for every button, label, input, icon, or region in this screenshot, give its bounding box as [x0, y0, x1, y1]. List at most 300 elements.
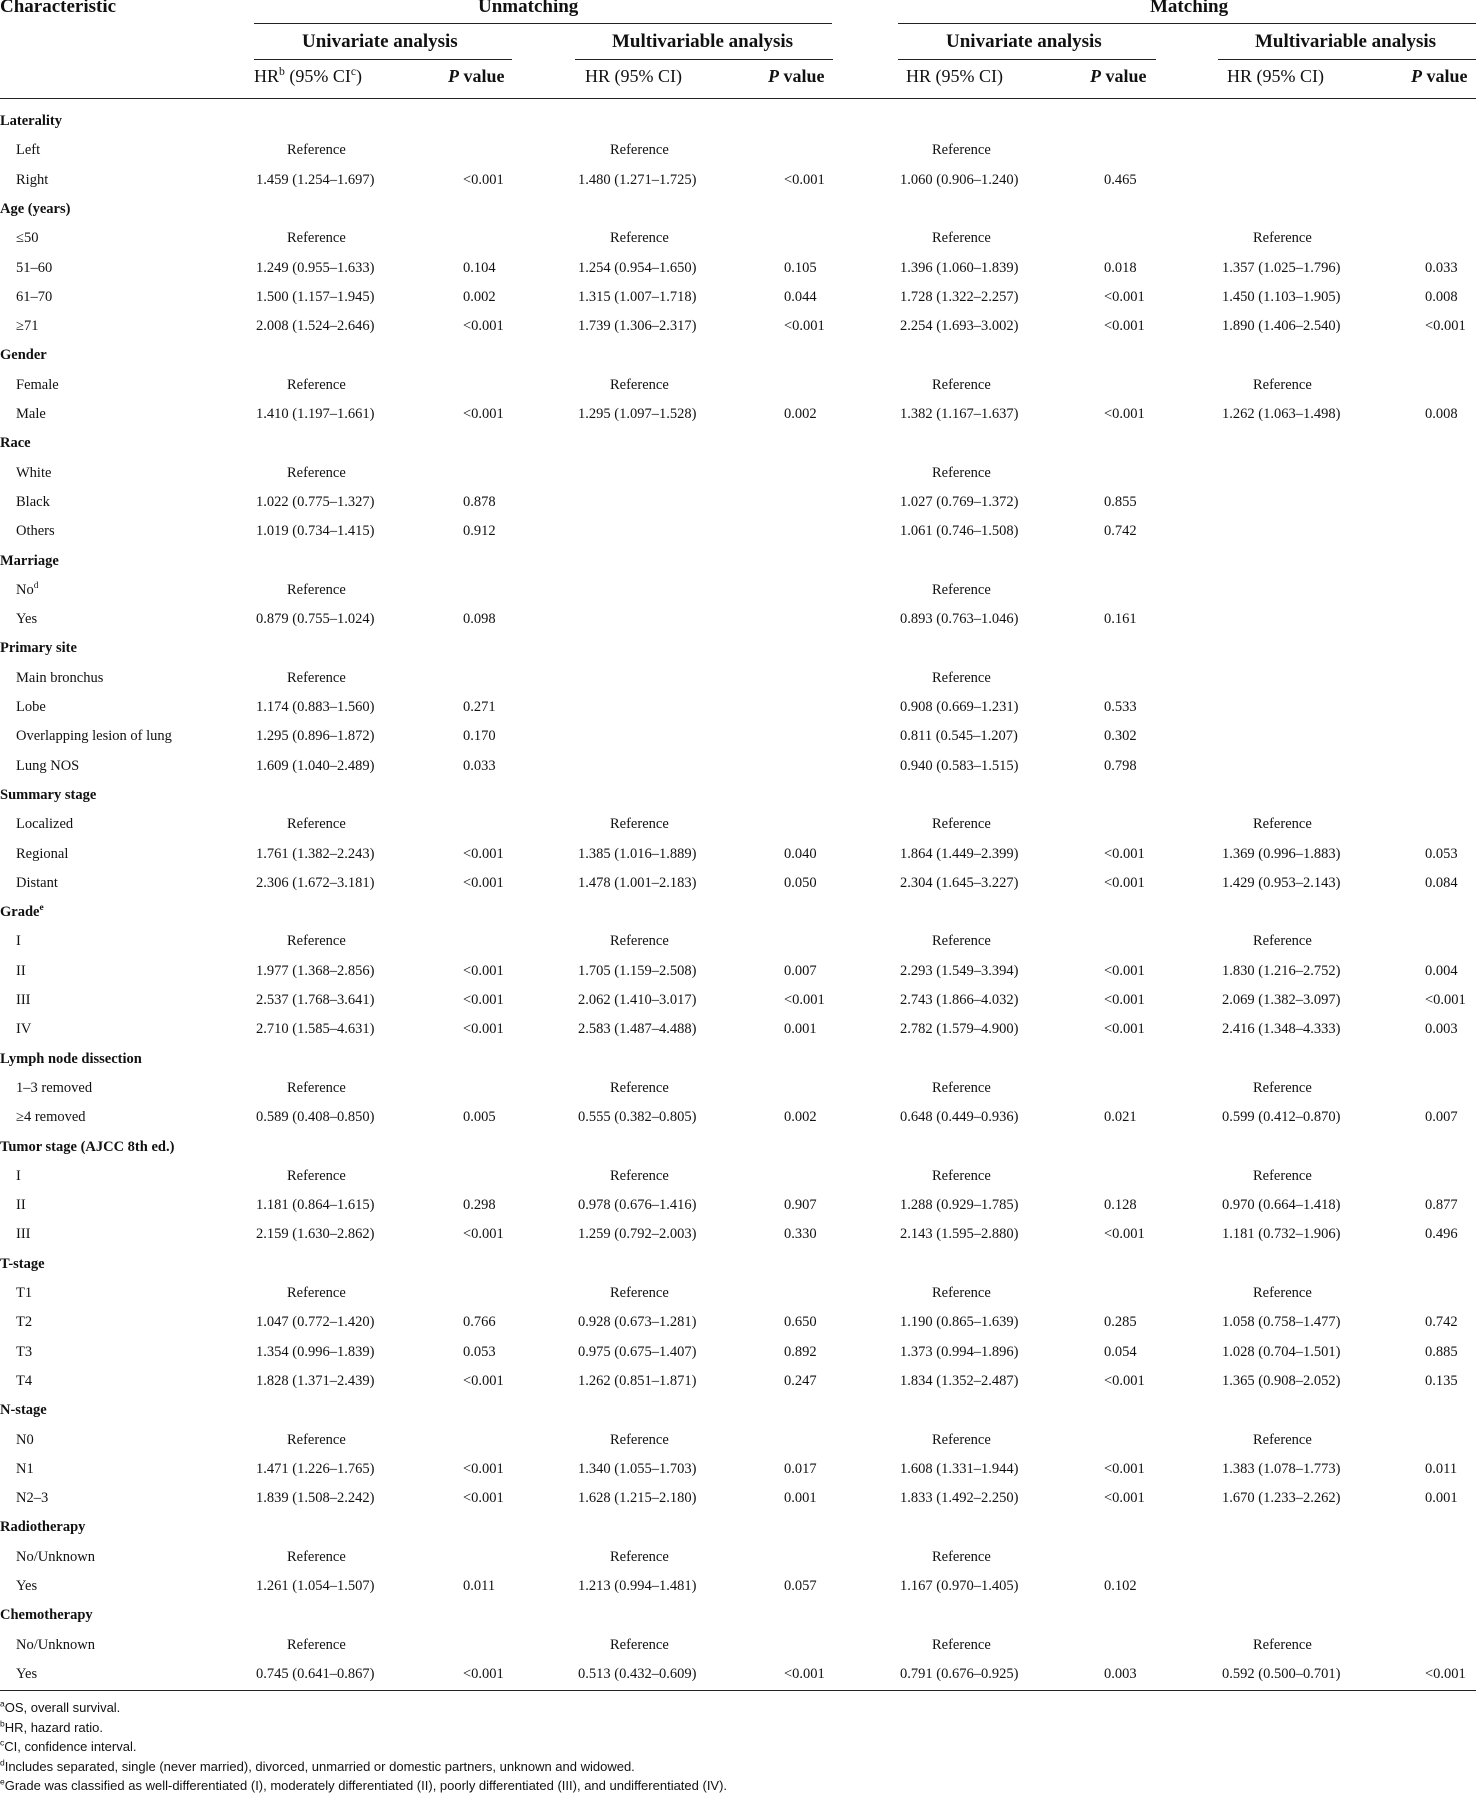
p-value-cell: 0.057 — [784, 1578, 817, 1594]
hr-ci-header-1: $HR^b$ (95% $CI^c$) — [254, 65, 363, 86]
p-value-cell: 0.135 — [1425, 1372, 1458, 1389]
group-row — [0, 1519, 1476, 1548]
hr-ci-cell: Reference — [932, 1079, 991, 1096]
group-row — [0, 553, 1476, 582]
hr-ci-cell: Reference — [932, 376, 991, 393]
group-row — [0, 113, 1476, 142]
group-label: Radiotherapy — [0, 1519, 86, 1536]
unmatch-univariate-header: Univariate analysis — [302, 31, 458, 52]
row-label: ≤50 — [16, 230, 39, 247]
p-value-cell: 0.021 — [1104, 1109, 1137, 1126]
p-value-cell: 0.798 — [1104, 757, 1137, 774]
p-value-cell: <0.001 — [1104, 318, 1145, 335]
p-value-header-2: P value — [768, 66, 825, 86]
row-label: 61–70 — [16, 288, 53, 305]
row-label: No/Unknown — [16, 1548, 95, 1565]
group-label: N-stage — [0, 1402, 47, 1419]
hr-ci-cell: 1.022 (0.775–1.327) — [256, 493, 375, 510]
hr-ci-cell: 1.167 (0.970–1.405) — [900, 1578, 1019, 1594]
p-value-cell: 0.465 — [1104, 171, 1137, 188]
p-value-header-4: P value — [1411, 66, 1468, 86]
hr-ci-cell: 1.262 (0.851–1.871) — [578, 1372, 697, 1389]
hr-ci-cell: Reference — [610, 1079, 669, 1096]
rule-unmatch-multi — [575, 59, 833, 60]
group-row — [0, 1051, 1476, 1080]
hr-ci-cell: 1.369 (0.996–1.883) — [1222, 845, 1341, 862]
p-value-cell: <0.001 — [463, 1460, 504, 1477]
rule-match-uni — [898, 59, 1156, 60]
row-label: IV — [16, 1021, 32, 1038]
hr-ci-cell: 2.710 (1.585–4.631) — [256, 1021, 375, 1038]
table-row — [0, 523, 1476, 552]
unmatching-header: Unmatching — [478, 0, 579, 17]
p-value-cell: 0.170 — [463, 728, 496, 745]
p-value-cell: <0.001 — [1104, 406, 1145, 422]
p-value-cell: <0.001 — [784, 318, 825, 335]
p-value-cell: <0.001 — [1104, 1226, 1145, 1243]
hr-ci-cell: Reference — [287, 933, 346, 950]
matching-header: Matching — [1150, 0, 1229, 17]
hr-ci-cell: 2.254 (1.693–3.002) — [900, 318, 1019, 335]
hr-ci-cell: 2.143 (1.595–2.880) — [900, 1226, 1019, 1243]
hr-ci-cell: Reference — [932, 1285, 991, 1301]
hr-ci-cell: 1.373 (0.994–1.896) — [900, 1343, 1019, 1360]
hr-ci-cell: Reference — [932, 1636, 991, 1653]
row-label: Distant — [16, 874, 58, 891]
hr-ci-cell: 1.739 (1.306–2.317) — [578, 318, 697, 335]
group-row — [0, 201, 1476, 230]
hr-ci-cell: 1.254 (0.954–1.650) — [578, 259, 697, 276]
hr-ci-cell: 2.416 (1.348–4.333) — [1222, 1021, 1341, 1038]
p-value-cell: <0.001 — [1104, 1021, 1145, 1038]
hr-ci-cell: 0.879 (0.755–1.024) — [256, 611, 375, 628]
row-label: N1 — [16, 1460, 34, 1477]
group-label: Laterality — [0, 113, 63, 129]
table-row — [0, 1080, 1476, 1109]
table-row — [0, 875, 1476, 904]
table-row — [0, 1344, 1476, 1373]
p-value-cell: 0.053 — [463, 1343, 496, 1360]
p-value-cell: 0.008 — [1425, 288, 1458, 305]
hr-ci-cell: 0.791 (0.676–0.925) — [900, 1665, 1019, 1682]
row-label: I — [16, 1167, 21, 1184]
p-value-cell: 0.912 — [463, 523, 496, 540]
hr-ci-cell: 1.288 (0.929–1.785) — [900, 1197, 1019, 1214]
p-value-cell: <0.001 — [463, 406, 504, 422]
footnote: $^c$CI, confidence interval. — [0, 1737, 137, 1754]
table-row — [0, 728, 1476, 757]
hr-ci-cell: Reference — [1253, 1431, 1312, 1448]
table-row — [0, 611, 1476, 640]
hr-ci-cell: Reference — [287, 1167, 346, 1184]
p-value-cell: 0.053 — [1425, 845, 1458, 862]
hr-ci-cell: Reference — [1253, 1167, 1312, 1184]
footnote: $^d$Includes separated, single (never married), divorced, unmarried or domestic partners, unknown and widowed. — [0, 1757, 635, 1774]
group-label: Age (years) — [0, 200, 71, 217]
row-label: 51–60 — [16, 259, 53, 276]
hr-ci-cell: Reference — [932, 816, 991, 833]
table-row — [0, 289, 1476, 318]
group-label: Summary stage — [0, 786, 97, 803]
p-value-cell: 0.907 — [784, 1197, 817, 1214]
hr-ci-cell: Reference — [932, 1548, 991, 1565]
hr-ci-cell: 1.396 (1.060–1.839) — [900, 259, 1019, 276]
p-value-cell: 0.878 — [463, 493, 496, 510]
footnote: $^b$HR, hazard ratio. — [0, 1718, 103, 1735]
p-value-cell: <0.001 — [463, 845, 504, 862]
row-label: Right — [16, 171, 49, 188]
p-value-cell: 0.005 — [463, 1109, 496, 1126]
p-value-cell: <0.001 — [463, 318, 504, 335]
p-value-cell: 0.018 — [1104, 259, 1137, 276]
row-label: Black — [16, 493, 50, 510]
hr-ci-cell: Reference — [932, 933, 991, 950]
table-row — [0, 758, 1476, 787]
group-row — [0, 347, 1476, 376]
unmatch-multivariable-header: Multivariable analysis — [612, 31, 794, 52]
hr-ci-cell: 1.628 (1.215–2.180) — [578, 1490, 697, 1507]
table-row — [0, 1578, 1476, 1607]
hr-ci-header-2: HR (95% CI) — [585, 66, 682, 86]
hr-ci-cell: 1.385 (1.016–1.889) — [578, 845, 697, 862]
group-label: Chemotherapy — [0, 1607, 93, 1624]
row-label: Yes — [16, 1578, 38, 1594]
hr-ci-cell: Reference — [1253, 230, 1312, 247]
table-row — [0, 846, 1476, 875]
group-row — [0, 1402, 1476, 1431]
row-label: N2–3 — [16, 1490, 49, 1507]
characteristic-header: Characteristic — [0, 0, 117, 17]
row-label: II — [16, 962, 26, 979]
p-value-cell: 0.098 — [463, 611, 496, 628]
hr-ci-cell: 1.028 (0.704–1.501) — [1222, 1343, 1341, 1360]
p-value-cell: 0.892 — [784, 1343, 817, 1360]
p-value-cell: 0.001 — [784, 1490, 817, 1507]
hr-ci-cell: 1.027 (0.769–1.372) — [900, 493, 1019, 510]
p-value-cell: <0.001 — [1104, 992, 1145, 1008]
table-row — [0, 1168, 1476, 1197]
hr-ci-cell: Reference — [1253, 1079, 1312, 1096]
p-value-cell: 0.128 — [1104, 1197, 1137, 1214]
hr-ci-cell: Reference — [932, 1167, 991, 1184]
group-label: Primary site — [0, 640, 77, 657]
hr-ci-cell: 1.061 (0.746–1.508) — [900, 523, 1019, 540]
row-label: Overlapping lesion of lung — [16, 728, 172, 745]
matching-rule — [898, 23, 1476, 24]
p-value-cell: <0.001 — [463, 171, 504, 188]
hr-ci-cell: 1.471 (1.226–1.765) — [256, 1460, 375, 1477]
row-label: ≥4 removed — [16, 1109, 86, 1126]
hr-ci-cell: 1.834 (1.352–2.487) — [900, 1372, 1019, 1389]
p-value-cell: 0.877 — [1425, 1197, 1458, 1214]
hr-ci-cell: 1.728 (1.322–2.257) — [900, 288, 1019, 305]
hr-ci-header-3: HR (95% CI) — [906, 66, 1003, 86]
table-row — [0, 1314, 1476, 1343]
p-value-cell: <0.001 — [463, 1665, 504, 1682]
hr-ci-cell: Reference — [287, 1548, 346, 1565]
table-row — [0, 1197, 1476, 1226]
hr-ci-cell: Reference — [287, 1079, 346, 1096]
group-row — [0, 435, 1476, 464]
group-row — [0, 904, 1476, 933]
hr-ci-cell: 1.340 (1.055–1.703) — [578, 1460, 697, 1477]
table-row — [0, 1461, 1476, 1490]
hr-ci-cell: Reference — [1253, 933, 1312, 950]
table-row — [0, 992, 1476, 1021]
row-label: No/Unknown — [16, 1636, 95, 1653]
hr-ci-cell: Reference — [287, 816, 346, 833]
table-row — [0, 377, 1476, 406]
hr-ci-cell: 0.893 (0.763–1.046) — [900, 611, 1019, 628]
table-row — [0, 230, 1476, 259]
hr-ci-cell: 0.513 (0.432–0.609) — [578, 1665, 697, 1682]
p-value-cell: 0.084 — [1425, 874, 1458, 891]
p-value-cell: <0.001 — [1425, 1665, 1466, 1682]
hr-ci-cell: Reference — [610, 1431, 669, 1448]
p-value-cell: <0.001 — [463, 1372, 504, 1389]
hr-ci-cell: 1.828 (1.371–2.439) — [256, 1372, 375, 1389]
p-value-cell: 0.007 — [1425, 1109, 1458, 1126]
hr-ci-cell: 1.181 (0.864–1.615) — [256, 1197, 375, 1214]
hr-ci-cell: 1.383 (1.078–1.773) — [1222, 1460, 1341, 1477]
row-label: Yes — [16, 611, 38, 628]
hr-ci-cell: Reference — [932, 464, 991, 481]
row-label: Localized — [16, 816, 74, 833]
row-label: 1–3 removed — [16, 1079, 93, 1096]
p-value-cell: 0.017 — [784, 1460, 817, 1477]
p-value-cell: 0.007 — [784, 962, 817, 979]
group-label: Race — [0, 435, 31, 452]
hr-ci-cell: 2.159 (1.630–2.862) — [256, 1226, 375, 1243]
p-value-cell: 0.742 — [1104, 523, 1137, 540]
row-label: III — [16, 992, 31, 1008]
hr-ci-cell: 1.259 (0.792–2.003) — [578, 1226, 697, 1243]
hr-ci-cell: 1.249 (0.955–1.633) — [256, 259, 375, 276]
p-value-cell: 0.002 — [784, 1109, 817, 1126]
p-value-cell: <0.001 — [463, 992, 504, 1008]
hr-ci-cell: 1.181 (0.732–1.906) — [1222, 1226, 1341, 1243]
group-row — [0, 787, 1476, 816]
row-label: Male — [16, 406, 46, 422]
hr-ci-cell: Reference — [287, 376, 346, 393]
table-row — [0, 260, 1476, 289]
table-row — [0, 1021, 1476, 1050]
hr-ci-cell: Reference — [610, 816, 669, 833]
table-row — [0, 699, 1476, 728]
p-value-cell: <0.001 — [463, 874, 504, 891]
hr-ci-cell: 0.592 (0.500–0.701) — [1222, 1665, 1341, 1682]
hr-ci-cell: Reference — [287, 581, 346, 598]
table-row — [0, 142, 1476, 171]
hr-ci-cell: Reference — [610, 376, 669, 393]
row-label: Lobe — [16, 699, 46, 715]
p-value-cell: 0.001 — [1425, 1490, 1458, 1507]
hr-ci-cell: Reference — [610, 142, 669, 159]
row-label: T2 — [16, 1314, 33, 1331]
p-value-cell: <0.001 — [1104, 1490, 1145, 1507]
group-label: T-stage — [0, 1255, 45, 1272]
footnote: $^a$OS, overall survival. — [0, 1698, 121, 1715]
row-label: No$^d$ — [16, 580, 39, 598]
hr-ci-cell: 2.008 (1.524–2.646) — [256, 318, 375, 335]
hr-ci-cell: 1.500 (1.157–1.945) — [256, 288, 375, 305]
hr-ci-cell: 1.295 (0.896–1.872) — [256, 728, 375, 745]
hr-ci-cell: 1.047 (0.772–1.420) — [256, 1314, 375, 1331]
group-row — [0, 1256, 1476, 1285]
rule-unmatch-uni — [254, 59, 512, 60]
p-value-cell: 0.650 — [784, 1314, 817, 1331]
hr-ci-cell: 0.745 (0.641–0.867) — [256, 1665, 375, 1682]
row-label: N0 — [16, 1431, 34, 1448]
p-value-cell: 0.105 — [784, 259, 817, 276]
p-value-cell: 0.050 — [784, 874, 817, 891]
hr-ci-cell: Reference — [610, 1285, 669, 1301]
hr-ci-cell: 1.977 (1.368–2.856) — [256, 962, 375, 979]
row-label: T3 — [16, 1343, 33, 1360]
p-value-cell: 0.271 — [463, 699, 496, 715]
p-value-cell: <0.001 — [1104, 288, 1145, 305]
hr-ci-cell: 1.315 (1.007–1.718) — [578, 288, 697, 305]
p-value-cell: <0.001 — [1104, 845, 1145, 862]
p-value-cell: <0.001 — [1104, 874, 1145, 891]
hr-ci-cell: 0.970 (0.664–1.418) — [1222, 1197, 1341, 1214]
hr-ci-cell: 1.060 (0.906–1.240) — [900, 171, 1019, 188]
hr-ci-cell: 1.830 (1.216–2.752) — [1222, 962, 1341, 979]
hr-ci-cell: Reference — [932, 669, 991, 686]
hr-ci-cell: 1.833 (1.492–2.250) — [900, 1490, 1019, 1507]
p-value-cell: 0.003 — [1425, 1021, 1458, 1038]
hr-ci-cell: Reference — [287, 1636, 346, 1653]
hr-ci-cell: 1.190 (0.865–1.639) — [900, 1314, 1019, 1331]
hr-ci-cell: 1.429 (0.953–2.143) — [1222, 874, 1341, 891]
footnote: $^e$Grade was classified as well-differentiated (I), moderately differentiated (II), poorly differentiated (III), and undifferentiated (IV). — [0, 1776, 728, 1793]
p-value-cell: 0.766 — [463, 1314, 496, 1331]
row-label: T1 — [16, 1285, 33, 1301]
table-row — [0, 816, 1476, 845]
hr-ci-cell: Reference — [932, 581, 991, 598]
row-label: Regional — [16, 845, 69, 862]
hr-ci-cell: 1.864 (1.449–2.399) — [900, 845, 1019, 862]
row-label: III — [16, 1226, 31, 1243]
hr-ci-cell: 1.058 (0.758–1.477) — [1222, 1314, 1341, 1331]
p-value-cell: 0.330 — [784, 1226, 817, 1243]
p-value-cell: <0.001 — [784, 1665, 825, 1682]
hr-ci-cell: 1.295 (1.097–1.528) — [578, 406, 697, 422]
table-row — [0, 1549, 1476, 1578]
hr-ci-cell: 1.174 (0.883–1.560) — [256, 699, 375, 715]
p-value-cell: <0.001 — [1104, 962, 1145, 979]
group-label: Lymph node dissection — [0, 1050, 142, 1067]
group-row — [0, 1607, 1476, 1636]
table-row — [0, 963, 1476, 992]
hr-ci-cell: 1.670 (1.233–2.262) — [1222, 1490, 1341, 1507]
table-row — [0, 1109, 1476, 1138]
hr-ci-cell: Reference — [1253, 376, 1312, 393]
p-value-cell: 0.533 — [1104, 699, 1137, 715]
p-value-cell: 0.104 — [463, 259, 496, 276]
p-value-cell: <0.001 — [1425, 318, 1466, 335]
hr-ci-cell: 1.890 (1.406–2.540) — [1222, 318, 1341, 335]
table-row — [0, 1226, 1476, 1255]
hr-ci-cell: 0.978 (0.676–1.416) — [578, 1197, 697, 1214]
hr-ci-cell: Reference — [610, 1636, 669, 1653]
p-value-cell: <0.001 — [463, 1226, 504, 1243]
p-value-cell: <0.001 — [1425, 992, 1466, 1008]
p-value-cell: 0.285 — [1104, 1314, 1137, 1331]
p-value-cell: 0.885 — [1425, 1343, 1458, 1360]
row-label: II — [16, 1197, 26, 1214]
hr-ci-cell: 1.357 (1.025–1.796) — [1222, 259, 1341, 276]
row-label: Left — [16, 142, 41, 159]
table-row — [0, 406, 1476, 435]
p-value-cell: 0.011 — [1425, 1460, 1458, 1477]
p-value-cell: 0.102 — [1104, 1578, 1137, 1594]
p-value-cell: <0.001 — [784, 992, 825, 1008]
p-value-cell: 0.247 — [784, 1372, 817, 1389]
hr-ci-cell: 2.293 (1.549–3.394) — [900, 962, 1019, 979]
hr-ci-cell: 1.261 (1.054–1.507) — [256, 1578, 375, 1594]
group-label: Tumor stage (AJCC 8th ed.) — [0, 1138, 175, 1155]
hr-ci-cell: 1.382 (1.167–1.637) — [900, 406, 1019, 422]
hr-ci-cell: Reference — [287, 142, 346, 159]
hr-ci-header-4: HR (95% CI) — [1227, 66, 1324, 86]
hr-ci-cell: 0.908 (0.669–1.231) — [900, 699, 1019, 715]
p-value-cell: <0.001 — [463, 1490, 504, 1507]
table-row — [0, 1432, 1476, 1461]
p-value-cell: <0.001 — [463, 1021, 504, 1038]
p-value-cell: 0.298 — [463, 1197, 496, 1214]
hr-ci-cell: 0.928 (0.673–1.281) — [578, 1314, 697, 1331]
p-value-cell: 0.003 — [1104, 1665, 1137, 1682]
hr-ci-cell: 2.304 (1.645–3.227) — [900, 874, 1019, 891]
hr-ci-cell: 0.599 (0.412–0.870) — [1222, 1109, 1341, 1126]
p-value-cell: <0.001 — [463, 962, 504, 979]
hr-ci-cell: 0.555 (0.382–0.805) — [578, 1109, 697, 1126]
hr-ci-cell: 1.459 (1.254–1.697) — [256, 171, 375, 188]
p-value-cell: 0.033 — [1425, 259, 1458, 276]
hr-ci-cell: Reference — [287, 1431, 346, 1448]
row-label: T4 — [16, 1372, 33, 1389]
hr-ci-cell: 1.761 (1.382–2.243) — [256, 845, 375, 862]
p-value-cell: 0.742 — [1425, 1314, 1458, 1331]
row-label: Lung NOS — [16, 757, 80, 774]
hr-ci-cell: 2.782 (1.579–4.900) — [900, 1021, 1019, 1038]
hr-ci-cell: 0.940 (0.583–1.515) — [900, 757, 1019, 774]
hr-ci-cell: Reference — [287, 669, 346, 686]
group-label: Gender — [0, 347, 47, 364]
p-value-cell: 0.040 — [784, 845, 817, 862]
hr-ci-cell: 1.609 (1.040–2.489) — [256, 757, 375, 774]
hr-ci-cell: 1.705 (1.159–2.508) — [578, 962, 697, 979]
hr-ci-cell: 1.019 (0.734–1.415) — [256, 523, 375, 540]
group-row — [0, 1139, 1476, 1168]
hr-ci-cell: Reference — [610, 230, 669, 247]
hr-ci-cell: 1.608 (1.331–1.944) — [900, 1460, 1019, 1477]
hr-ci-cell: 1.410 (1.197–1.661) — [256, 406, 375, 422]
hr-ci-cell: 0.811 (0.545–1.207) — [900, 728, 1018, 745]
unmatching-rule — [254, 23, 832, 24]
hr-ci-cell: 0.648 (0.449–0.936) — [900, 1109, 1019, 1126]
group-row — [0, 640, 1476, 669]
group-label: Marriage — [0, 552, 59, 569]
hr-ci-cell: 1.480 (1.271–1.725) — [578, 171, 697, 188]
hr-ci-cell: Reference — [932, 230, 991, 247]
hr-ci-cell: Reference — [610, 1548, 669, 1565]
table-row — [0, 933, 1476, 962]
row-label: I — [16, 933, 21, 950]
hr-ci-cell: 1.839 (1.508–2.242) — [256, 1490, 375, 1507]
p-value-cell: 0.002 — [463, 288, 496, 305]
